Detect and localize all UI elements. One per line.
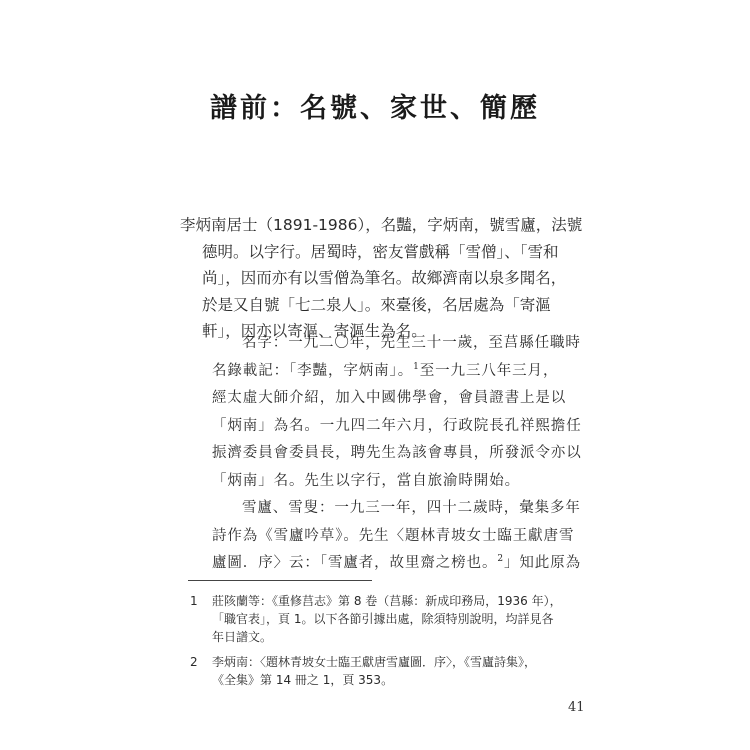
footnote-divider bbox=[188, 580, 372, 581]
body-line-segment: 至一九三八年三月， bbox=[419, 362, 559, 379]
chapter-title: 譜前：名號、家世、簡歷 bbox=[210, 93, 540, 124]
body-line: 名字：一九二〇年，先生三十一歲，至莒縣任職時 bbox=[242, 335, 581, 351]
footnote-line: 李炳南：〈題林青坡女士臨王獻唐雪廬圖．序〉，《雪廬詩集》， bbox=[212, 655, 537, 669]
body-line: 雪廬、雪叟：一九三一年，四十二歲時，彙集多年 bbox=[242, 500, 581, 516]
intro-line: 軒」，因亦以寄漚、寄漚生為名。 bbox=[202, 322, 427, 340]
footnote-line: 「職官表」，頁 1。以下各節引據出處，除須特別說明，均詳見各 bbox=[212, 612, 554, 626]
footnote-ref[interactable]: 2 bbox=[497, 554, 504, 564]
page-number: 41 bbox=[568, 700, 585, 715]
body-line: 經太虛大師介紹，加入中國佛學會，會員證書上是以 bbox=[212, 390, 567, 406]
footnote-number: 1 bbox=[190, 594, 198, 608]
body-line-segment: 」知此原為 bbox=[504, 555, 581, 571]
footnote-line: 年日譜文。 bbox=[212, 630, 273, 644]
body-text bbox=[212, 330, 592, 578]
footnote-2 bbox=[190, 653, 610, 689]
body-line: 振濟委員會委員長，聘先生為該會專員，所發派令亦以 bbox=[212, 445, 582, 461]
footnote-ref[interactable]: 1 bbox=[413, 361, 420, 372]
body-line: 「炳南」為名。一九四二年六月，行政院長孔祥熙擔任 bbox=[212, 417, 582, 434]
body-line: 詩作為《雪廬吟草》。先生〈題林青坡女士臨王獻唐雪 bbox=[212, 527, 575, 544]
intro-line: 尚」，因而亦有以雪僧為筆名。故鄉濟南以泉多聞名， bbox=[202, 269, 567, 287]
body-line: 「炳南」名。先生以字行，當自旅渝時開始。 bbox=[212, 472, 520, 489]
footnote-line: 《全集》第 14 冊之 1，頁 353。 bbox=[212, 673, 394, 687]
intro-line: 李炳南居士（1891-1986），名豔，字炳南，號雪廬，法號 bbox=[180, 216, 583, 234]
intro-paragraph bbox=[180, 212, 583, 345]
body-line-segment: 名錄載記：「李豔，字炳南」。 bbox=[212, 362, 414, 379]
footnote-1 bbox=[190, 592, 610, 646]
footnote-number: 2 bbox=[190, 655, 198, 669]
footnotes bbox=[190, 592, 610, 696]
body-line-segment: 廬圖．序〉云：「雪廬者，故里齋之榜也。 bbox=[212, 555, 498, 571]
body-line bbox=[212, 550, 592, 578]
intro-line: 德明。以字行。居蜀時，密友嘗戲稱「雪僧」、「雪和 bbox=[202, 242, 559, 261]
body-line bbox=[212, 358, 592, 386]
intro-line: 於是又自號「七二泉人」。來臺後，名居處為「寄漚 bbox=[202, 295, 551, 314]
footnote-line: 莊陔蘭等：《重修莒志》第 8 卷（莒縣：新成印務局，1936 年）， bbox=[212, 594, 562, 608]
